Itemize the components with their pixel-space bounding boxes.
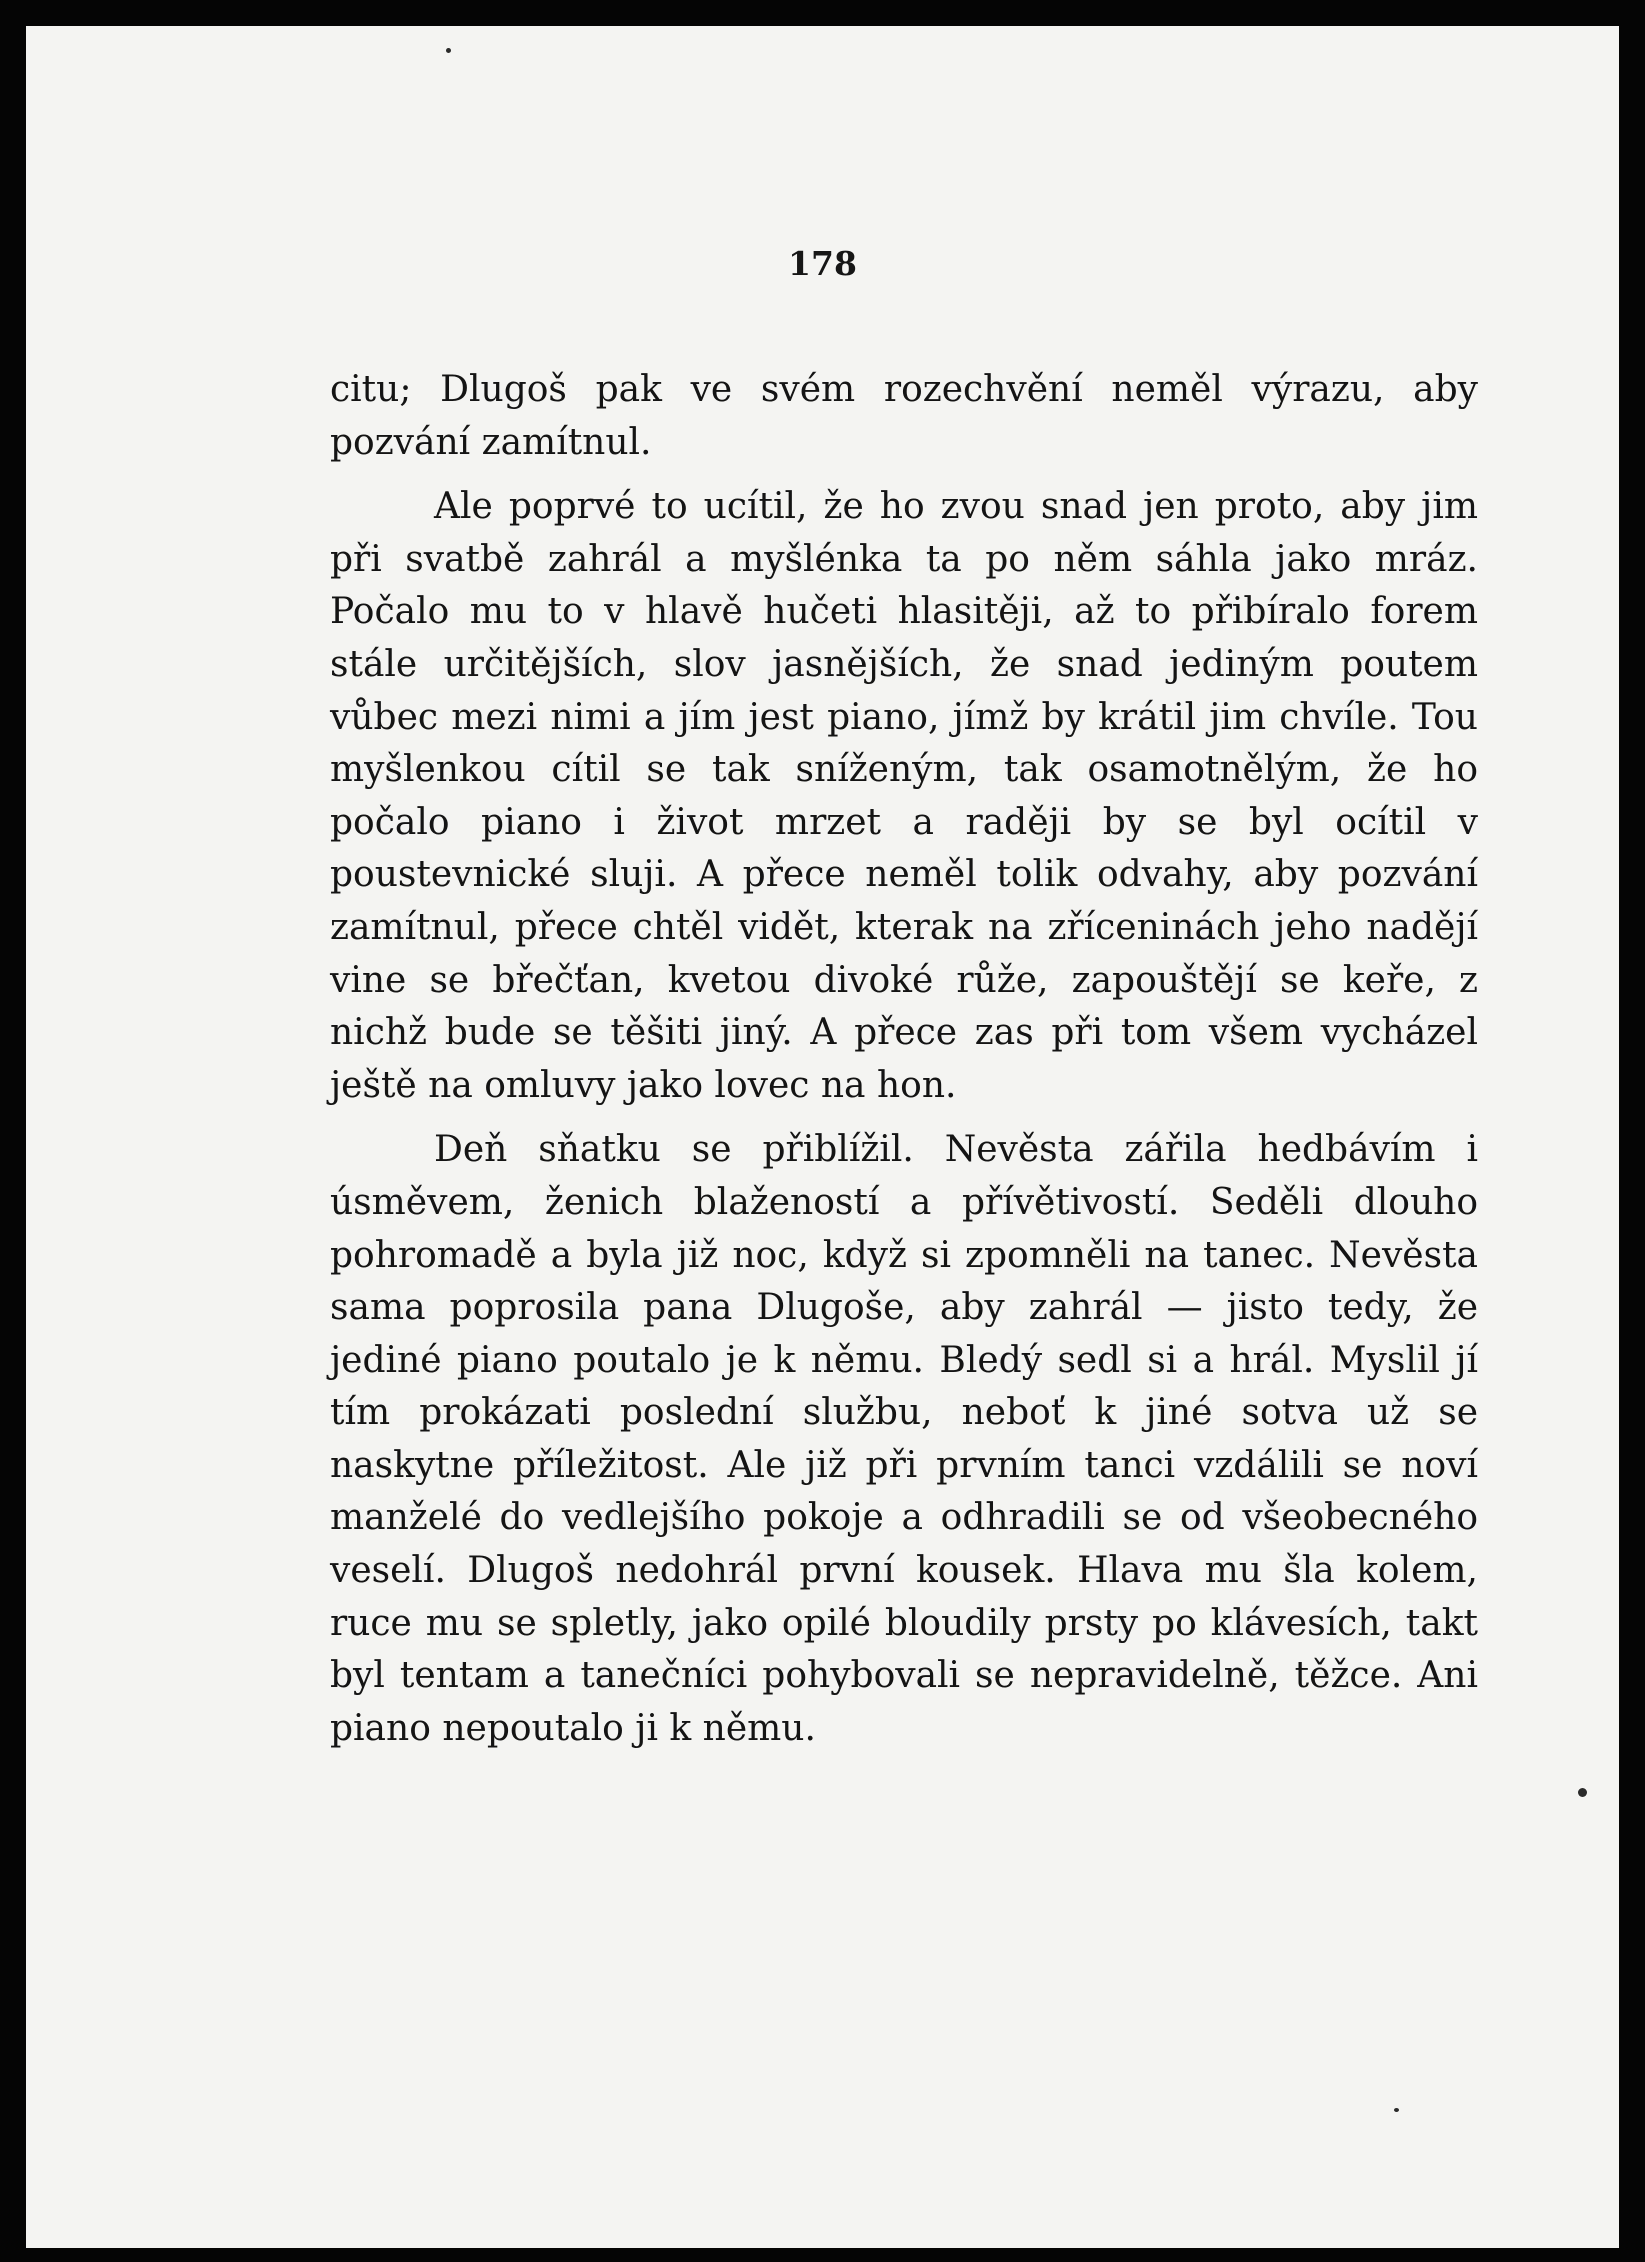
print-speck [446,48,451,53]
print-speck [1578,1788,1587,1797]
paragraph-continuation: citu; Dlugoš pak ve svém rozechvění neměl výrazu, aby pozvání zamítnul. [330,369,1478,463]
paper-sheet [26,26,1619,2248]
print-speck [1394,2108,1399,2112]
paragraph-thoughts: Ale poprvé to ucítil, že ho zvou snad jen proto, aby jim při svatbě zahrál a myšlénka ta po něm sáhla jako mráz. Počalo mu to v hlavě hučeti hlasitěji, až to přibíralo forem stále určitějších, slov jasnějších, že snad jediným poutem vůbec mezi nimi a jím jest piano, jímž by krátil jim chvíle. Tou myšlenkou cítil se tak sníženým, tak osamotnělým, že ho počalo piano i život mrzet a raději by se byl ocítil v poustevnické sluji. A přece neměl tolik odvahy, aby pozvání zamítnul, přece chtěl vidět, kterak na zříceninách jeho nadějí vine se břečťan, kvetou divoké růže, zapouštějí se keře, z nichž bude se těšiti jiný. A přece zas při tom všem vycházel ještě na omluvy jako lovec na hon. [330,486,1478,1106]
page-number: 178 [788,244,857,283]
body-text [330,364,1478,1755]
paragraph-wedding-day: Deň sňatku se přiblížil. Nevěsta zářila hedbávím i úsměvem, ženich blažeností a přívětivostí. Seděli dlouho pohromadě a byla již noc, když si zpomněli na tanec. Nevěsta sama poprosila pana Dlugoše, aby zahrál — jisto tedy, že jediné piano poutalo je k němu. Bledý sedl si a hrál. Myslil jí tím prokázati poslední službu, neboť k jiné sotva už se naskytne příležitost. Ale již při prvním tanci vzdálili se noví manželé do vedlejšího pokoje a odhradili se od všeobecného veselí. Dlugoš nedohrál první kousek. Hlava mu šla kolem, ruce mu se spletly, jako opilé bloudily prsty po klávesích, takt byl tentam a tanečníci pohybovali se nepravidelně, těžce. Ani piano nepoutalo ji k němu. [330,1129,1478,1749]
